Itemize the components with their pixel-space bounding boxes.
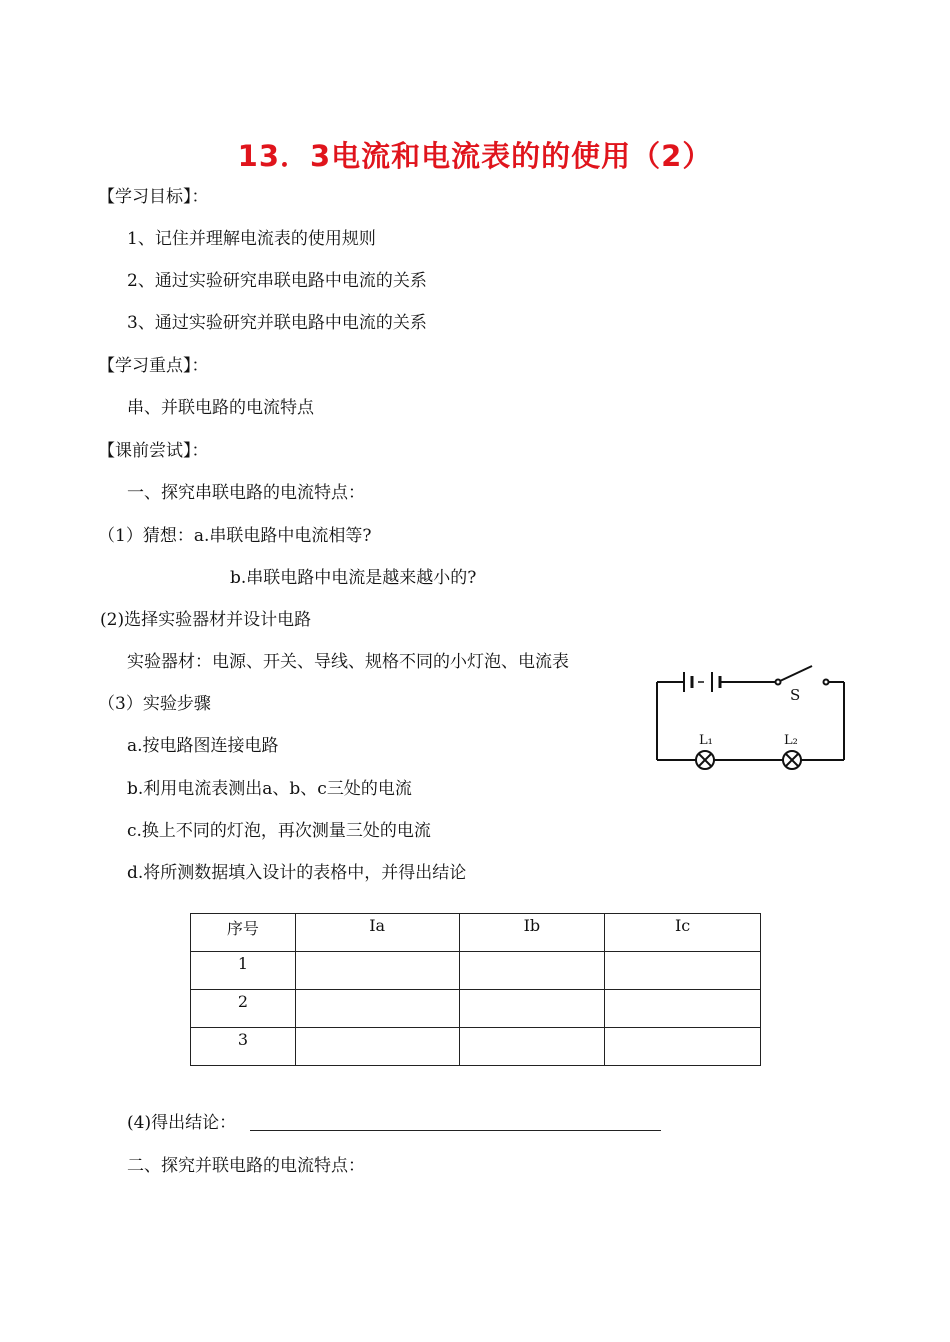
try-heading: 【课前尝试】： — [98, 441, 209, 461]
switch-label: S — [790, 686, 801, 704]
table-cell[interactable] — [459, 952, 605, 990]
step-item: b.利用电流表测出a、b、c三处的电流 — [127, 779, 412, 799]
table-cell[interactable] — [295, 1028, 459, 1066]
goal-item: 2、通过实验研究串联电路中电流的关系 — [127, 271, 427, 291]
conclusion-answer-line[interactable] — [250, 1130, 661, 1131]
table-header-row — [191, 914, 761, 952]
guess-a: （1）猜想：a.串联电路中电流相等? — [98, 526, 372, 546]
table-cell[interactable] — [295, 952, 459, 990]
step-item: c.换上不同的灯泡，再次测量三处的电流 — [127, 821, 431, 841]
conclusion-label: (4)得出结论： — [127, 1113, 237, 1133]
part1-title: 一、探究串联电路的电流特点： — [127, 483, 365, 503]
table-cell[interactable] — [605, 952, 761, 990]
step-item: a.按电路图连接电路 — [127, 736, 279, 756]
lamp2-symbol — [783, 751, 801, 769]
header-cell: Ib — [459, 914, 605, 952]
header-cell: 序号 — [191, 914, 296, 952]
key-text: 串、并联电路的电流特点 — [127, 398, 314, 418]
part2-title: 二、探究并联电路的电流特点： — [127, 1156, 365, 1176]
lamp1-symbol — [696, 751, 714, 769]
header-cell: Ic — [605, 914, 761, 952]
materials-text: 实验器材：电源、开关、导线、规格不同的小灯泡、电流表 — [127, 652, 569, 672]
guess-b: b.串联电路中电流是越来越小的? — [230, 568, 477, 588]
table-cell[interactable] — [605, 990, 761, 1028]
goals-heading: 【学习目标】： — [98, 187, 209, 207]
lamp1-label: L₁ — [699, 733, 713, 748]
page-title: 13．3电流和电流表的的使用（2） — [237, 139, 713, 173]
step2-heading: (2)选择实验器材并设计电路 — [100, 610, 312, 630]
goal-item: 3、通过实验研究并联电路中电流的关系 — [127, 313, 427, 333]
battery-symbol — [684, 672, 720, 692]
header-cell: Ia — [295, 914, 459, 952]
lamp2-label: L₂ — [784, 733, 798, 748]
switch-symbol — [776, 666, 829, 685]
table-row — [191, 1028, 761, 1066]
table-cell: 2 — [191, 990, 296, 1028]
key-heading: 【学习重点】： — [98, 356, 209, 376]
circuit-diagram — [650, 662, 850, 774]
step3-heading: （3）实验步骤 — [98, 694, 211, 714]
table-row — [191, 952, 761, 990]
table-cell[interactable] — [459, 1028, 605, 1066]
table-cell[interactable] — [459, 990, 605, 1028]
goal-item: 1、记住并理解电流表的使用规则 — [127, 229, 376, 249]
step-item: d.将所测数据填入设计的表格中，并得出结论 — [127, 863, 467, 883]
table-row — [191, 990, 761, 1028]
table-cell: 1 — [191, 952, 296, 990]
data-table — [190, 913, 761, 1066]
table-cell[interactable] — [295, 990, 459, 1028]
table-cell[interactable] — [605, 1028, 761, 1066]
table-cell: 3 — [191, 1028, 296, 1066]
